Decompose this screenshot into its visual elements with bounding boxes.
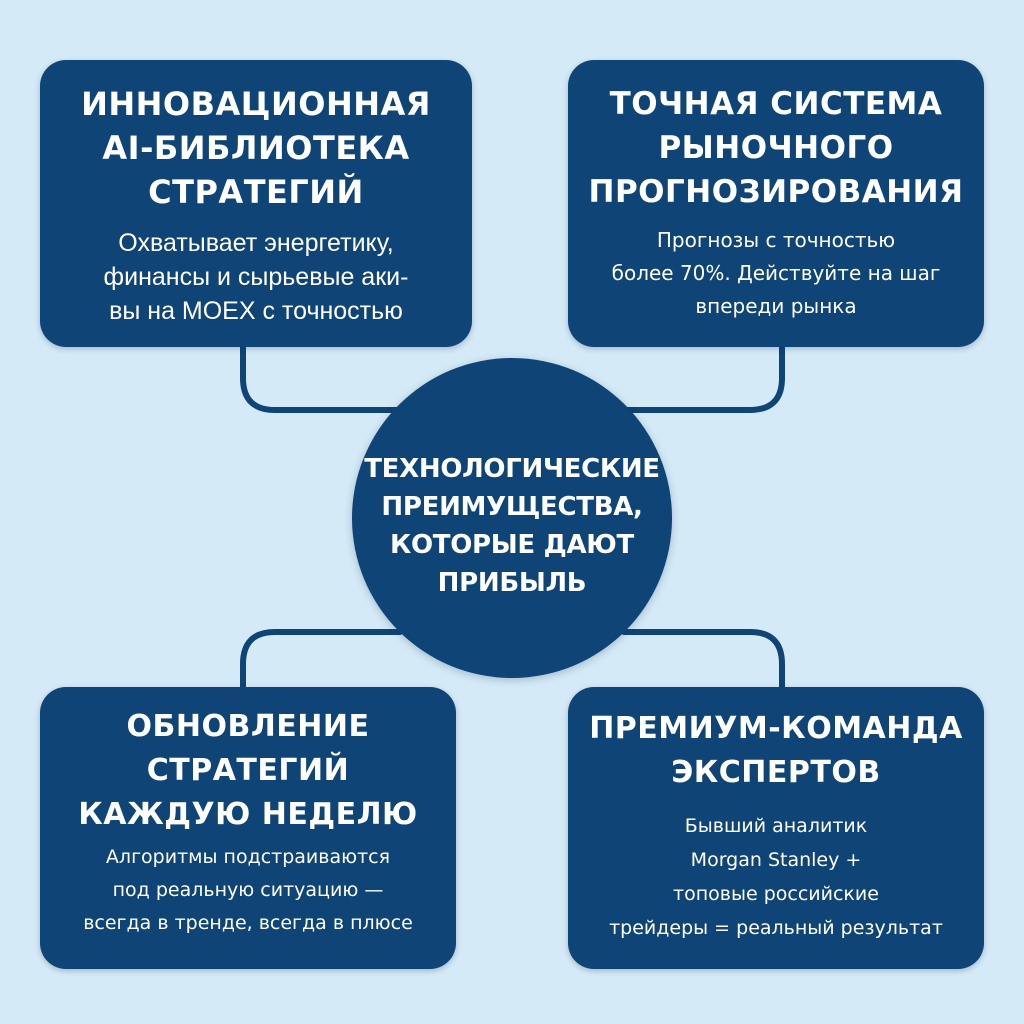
center-title-line: ПРИБЫЛЬ xyxy=(437,568,587,598)
card-title-line: ИННОВАЦИОННАЯ xyxy=(81,85,431,123)
card-title xyxy=(40,82,472,214)
card-description xyxy=(568,224,984,323)
card-text-line: под реальную ситуацию — xyxy=(112,879,384,901)
card-title-line: AI-БИБЛИОТЕКА xyxy=(102,129,410,167)
card-weekly-updates xyxy=(40,687,456,969)
center-title-line: ТЕХНОЛОГИЧЕСКИЕ xyxy=(364,454,660,484)
card-title xyxy=(568,82,984,214)
connector-bottom-left xyxy=(243,632,400,695)
connector-bottom-right xyxy=(624,632,782,695)
center-title xyxy=(352,450,672,602)
card-title-line: ПРЕМИУМ-КОМАНДА xyxy=(589,711,963,746)
card-text-line: всегда в тренде, всегда в плюсе xyxy=(83,912,413,934)
card-text-line: топовые российские xyxy=(673,883,879,905)
card-title-line: СТРАТЕГИЙ xyxy=(148,173,364,211)
card-title-line: КАЖДУЮ НЕДЕЛЮ xyxy=(78,797,418,832)
card-description xyxy=(40,841,456,940)
card-title xyxy=(40,705,456,837)
card-description xyxy=(40,226,472,328)
card-ai-library xyxy=(40,60,472,347)
card-title xyxy=(568,707,984,795)
card-text-line: вы на MOEX с точностью xyxy=(109,297,403,325)
card-text-line: Прогнозы с точностью xyxy=(656,228,896,252)
card-text-line: Бывший аналитик xyxy=(684,815,868,837)
card-text-line: трейдеры = реальный результат xyxy=(609,917,943,939)
card-text-line: впереди рынка xyxy=(695,294,857,318)
card-title-line: ОБНОВЛЕНИЕ xyxy=(126,709,370,744)
card-expert-team xyxy=(568,687,984,969)
card-title-line: РЫНОЧНОГО xyxy=(658,130,894,166)
card-title-line: ЭКСПЕРТОВ xyxy=(671,755,881,790)
center-hub-circle xyxy=(352,358,672,678)
card-text-line: финансы и сырьевые аки- xyxy=(103,263,409,291)
center-title-line: ПРЕИМУЩЕСТВА, xyxy=(381,492,643,522)
card-title-line: ПРОГНОЗИРОВАНИЯ xyxy=(588,174,964,210)
card-description xyxy=(568,809,984,945)
card-text-line: более 70%. Действуйте на шаг xyxy=(611,261,941,285)
card-text-line: Охватывает энергетику, xyxy=(118,229,394,257)
connector-top-left xyxy=(243,340,420,410)
card-forecasting-system xyxy=(568,60,984,347)
card-text-line: Morgan Stanley + xyxy=(690,849,862,871)
center-title-line: КОТОРЫЕ ДАЮТ xyxy=(390,530,634,560)
card-title-line: ТОЧНАЯ СИСТЕМА xyxy=(609,86,943,122)
card-title-line: СТРАТЕГИЙ xyxy=(146,753,350,788)
connector-top-right xyxy=(604,340,782,410)
card-text-line: Алгоритмы подстраиваются xyxy=(105,846,391,868)
